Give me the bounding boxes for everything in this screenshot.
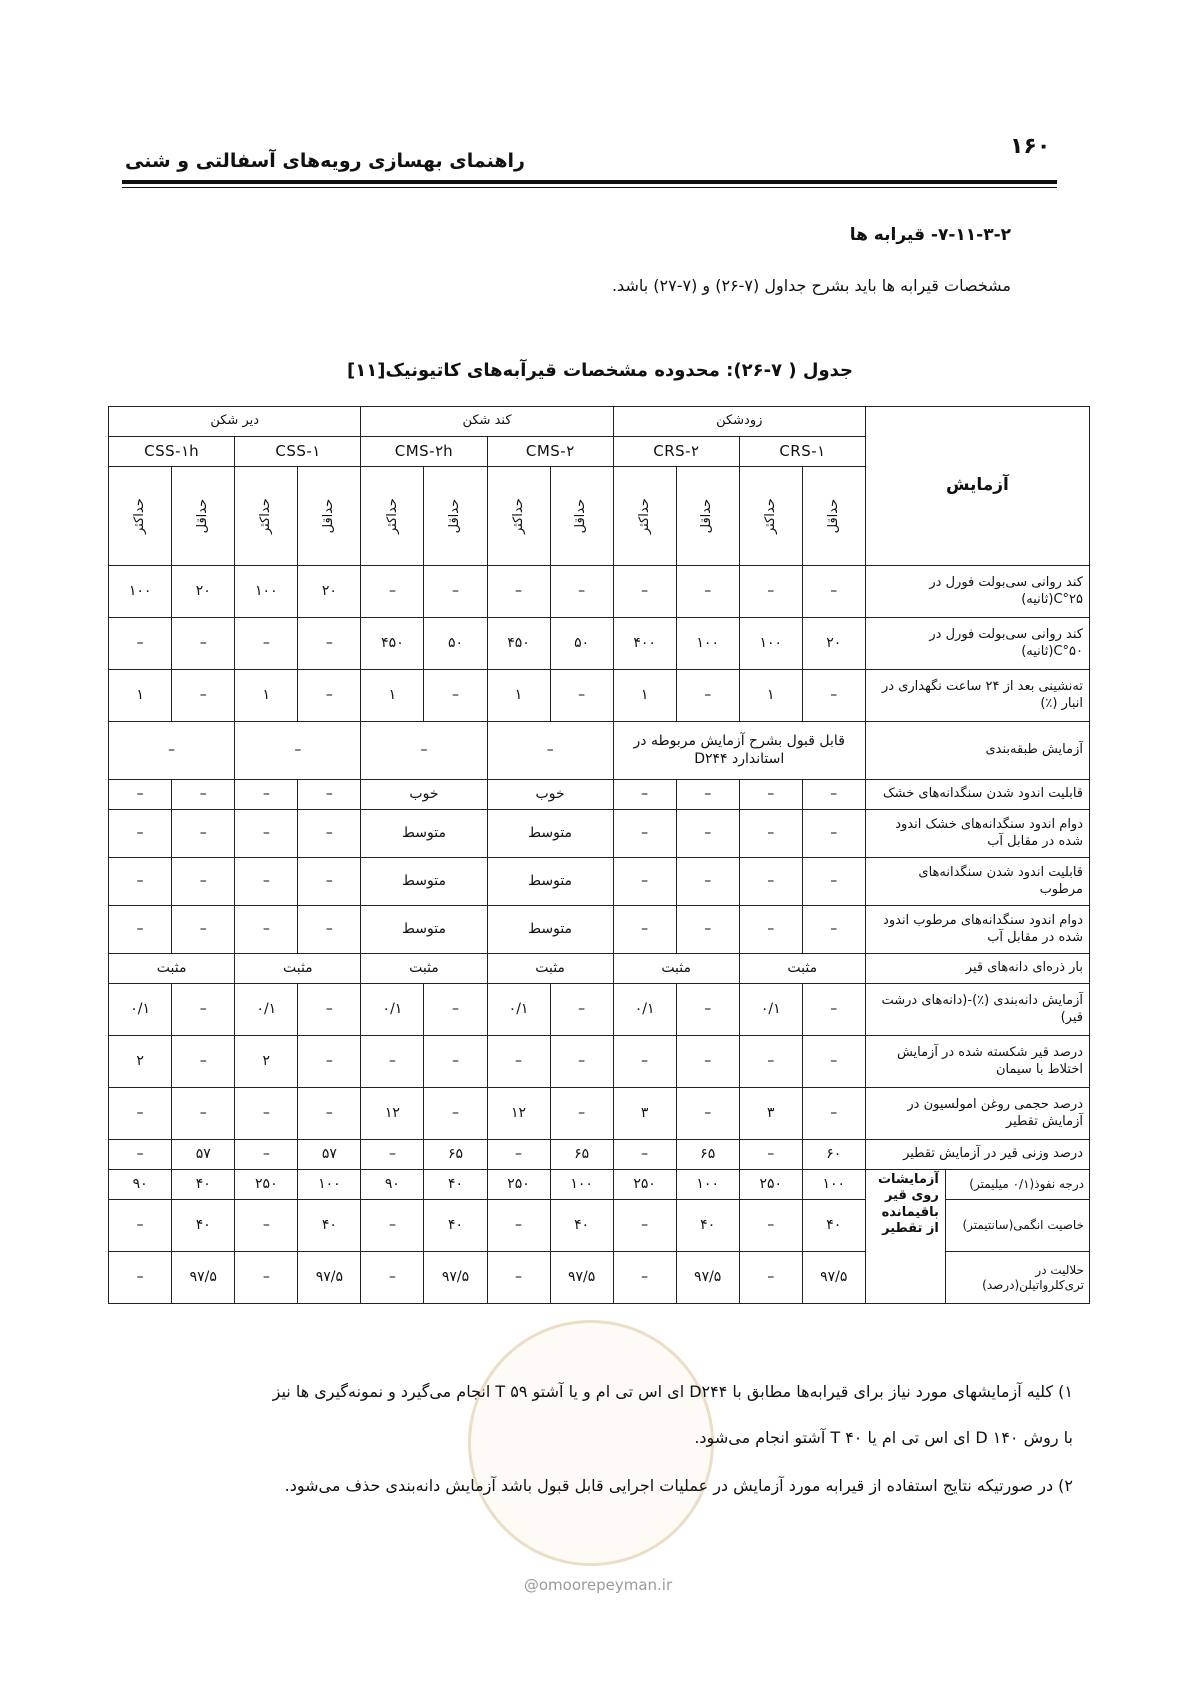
note-1-line-1: ۱) کلیه آزمایشهای مورد نیاز برای قیرابه‌ها مطابق با D۲۴۴ ای اس تی ام و یا آشتو T ۵۹ انجام می‌گیرد و نمونه‌گیری ها نیز [272, 1382, 1073, 1401]
header-max [235, 467, 298, 566]
table-cell: – [109, 1200, 172, 1252]
table-cell: – [487, 1200, 550, 1252]
header-group-zoodshekan: زودشکن [613, 407, 865, 437]
table-cell: – [298, 618, 361, 670]
table-cell: – [802, 906, 865, 954]
table-cell: – [361, 1140, 424, 1170]
row-label: بار ذره‌ای دانه‌های قیر [865, 954, 1089, 984]
table-cell: – [739, 1252, 802, 1304]
table-cell: – [613, 1252, 676, 1304]
table-cell: – [487, 1036, 550, 1088]
header-max-text: حداکثر [510, 498, 526, 535]
header-max [613, 467, 676, 566]
table-cell: – [550, 984, 613, 1036]
table-cell: – [235, 810, 298, 858]
table-cell: – [424, 984, 487, 1036]
table-cell: ۱۰۰ [802, 1170, 865, 1200]
table-cell: ۲۵۰ [487, 1170, 550, 1200]
table-cell: – [172, 1088, 235, 1140]
table-cell-rating: متوسط [487, 906, 613, 954]
table-cell: – [109, 780, 172, 810]
table-cell: ۶۵ [550, 1140, 613, 1170]
row-label: آزمایش دانه‌بندی (٪)-(دانه‌های درشت قیر) [865, 984, 1089, 1036]
table-cell: ۳ [739, 1088, 802, 1140]
header-max-text: حداکثر [636, 498, 652, 535]
table-cell-charge: مثبت [487, 954, 613, 984]
table-cell: – [172, 984, 235, 1036]
table-cell: – [739, 810, 802, 858]
header-max [739, 467, 802, 566]
table-cell: ۵۷ [298, 1140, 361, 1170]
table-cell: – [550, 566, 613, 618]
note-1-line-2: با روش D ۱۴۰ ای اس تی ام یا T ۴۰ آشتو انجام می‌شود. [694, 1428, 1073, 1447]
table-cell: – [109, 906, 172, 954]
row-group-label-residue: آزمایشات روی قیر باقیمانده از تقطیر [865, 1170, 945, 1304]
table-cell: – [676, 810, 739, 858]
table-cell: ۱ [109, 670, 172, 722]
table-cell-rating: متوسط [487, 858, 613, 906]
table-cell: ۹۷/۵ [424, 1252, 487, 1304]
table-cell: – [298, 858, 361, 906]
table-cell: ۱۲ [487, 1088, 550, 1140]
table-cell: – [802, 1036, 865, 1088]
table-cell: – [298, 906, 361, 954]
header-code: CRS-۱ [739, 437, 865, 467]
table-cell: ۱۲ [361, 1088, 424, 1140]
table-cell: ۹۷/۵ [676, 1252, 739, 1304]
row-label: درجه نفوذ(۰/۱ میلیمتر) [945, 1170, 1089, 1200]
header-max-text: حداکثر [384, 498, 400, 535]
table-cell: ۱۰۰ [109, 566, 172, 618]
table-cell: – [676, 566, 739, 618]
table-cell: – [235, 1200, 298, 1252]
table-cell-rating: متوسط [361, 810, 487, 858]
table-cell-charge: مثبت [109, 954, 235, 984]
table-cell: ۰/۱ [109, 984, 172, 1036]
header-min [172, 467, 235, 566]
header-group-dirshekan: دیر شکن [109, 407, 361, 437]
table-cell: – [613, 1200, 676, 1252]
table-cell: ۵۰ [424, 618, 487, 670]
table-cell: ۲ [235, 1036, 298, 1088]
table-cell-classification: قابل قبول بشرح آزمایش مربوطه در استاندارد D۲۴۴ [613, 722, 865, 780]
table-cell: ۲۵۰ [235, 1170, 298, 1200]
header-min [424, 467, 487, 566]
table-cell: – [109, 810, 172, 858]
table-cell-charge: مثبت [739, 954, 865, 984]
table-cell: – [235, 1140, 298, 1170]
table-caption: جدول ( ۷-۲۶): محدوده مشخصات قیرآبه‌های کاتیونیک[۱۱] [347, 360, 853, 381]
header-min [802, 467, 865, 566]
table-cell: – [487, 722, 613, 780]
table-cell: – [487, 1140, 550, 1170]
header-max-text: حداکثر [258, 498, 274, 535]
table-cell: ۴۰ [298, 1200, 361, 1252]
table-cell: – [172, 618, 235, 670]
row-label: دوام اندود سنگدانه‌های خشک اندود شده در مقابل آب [865, 810, 1089, 858]
header-rule-thick [122, 180, 1057, 184]
table-cell: – [172, 780, 235, 810]
table-cell: – [676, 984, 739, 1036]
table-cell: – [676, 780, 739, 810]
table-cell: ۱ [487, 670, 550, 722]
table-cell: – [109, 1252, 172, 1304]
table-cell: – [613, 858, 676, 906]
row-label: درصد قیر شکسته شده در آزمایش اختلاط با سیمان [865, 1036, 1089, 1088]
table-cell: – [739, 780, 802, 810]
table-cell-charge: مثبت [361, 954, 487, 984]
table-cell: – [613, 906, 676, 954]
table-cell: – [109, 1088, 172, 1140]
table-cell: – [613, 566, 676, 618]
table-cell: – [361, 1200, 424, 1252]
header-max [109, 467, 172, 566]
table-cell: – [802, 810, 865, 858]
table-cell: ۹۷/۵ [298, 1252, 361, 1304]
table-cell: ۱۰۰ [676, 618, 739, 670]
table-cell: – [676, 1088, 739, 1140]
header-code: CRS-۲ [613, 437, 739, 467]
table-cell: – [676, 858, 739, 906]
table-cell: ۰/۱ [739, 984, 802, 1036]
table-cell: – [109, 618, 172, 670]
table-cell: – [802, 566, 865, 618]
table-cell: – [109, 1140, 172, 1170]
header-code: CMS-۲h [361, 437, 487, 467]
header-min-text: حداقل [195, 499, 211, 534]
table-cell: – [739, 1036, 802, 1088]
header-code: CSS-۱h [109, 437, 235, 467]
header-min-text: حداقل [447, 499, 463, 534]
table-cell: ۰/۱ [235, 984, 298, 1036]
header-azmayesh: آزمایش [865, 407, 1089, 566]
table-cell: – [676, 1036, 739, 1088]
header-min [676, 467, 739, 566]
table-cell: – [298, 984, 361, 1036]
table-cell-charge: مثبت [613, 954, 739, 984]
header-min-text: حداقل [573, 499, 589, 534]
table-cell: ۲ [109, 1036, 172, 1088]
table-cell: – [172, 810, 235, 858]
row-label: کند روانی سی‌بولت فورل در ۵۰°C(ثانیه) [865, 618, 1089, 670]
table-cell: – [298, 1036, 361, 1088]
table-cell: ۹۰ [109, 1170, 172, 1200]
table-cell: ۱۰۰ [739, 618, 802, 670]
table-cell: ۶۵ [424, 1140, 487, 1170]
table-cell: – [109, 858, 172, 906]
header-min-text: حداقل [321, 499, 337, 534]
header-min [298, 467, 361, 566]
header-min-text: حداقل [699, 499, 715, 534]
table-cell: – [361, 1036, 424, 1088]
table-cell: ۶۰ [802, 1140, 865, 1170]
table-cell: ۳ [613, 1088, 676, 1140]
table-cell: ۴۵۰ [487, 618, 550, 670]
table-cell: – [172, 1036, 235, 1088]
table-cell-rating: متوسط [361, 858, 487, 906]
table-cell: ۱۰۰ [550, 1170, 613, 1200]
table-cell: – [235, 1088, 298, 1140]
table-cell-rating: متوسط [487, 810, 613, 858]
row-label: درصد وزنی قیر در آزمایش تقطیر [865, 1140, 1089, 1170]
table-cell: ۱ [739, 670, 802, 722]
table-cell: ۴۰۰ [613, 618, 676, 670]
row-label: حلالیت در تری‌کلرواتیلن(درصد) [945, 1252, 1089, 1304]
table-cell: ۹۰ [361, 1170, 424, 1200]
row-label: آزمایش طبقه‌بندی [865, 722, 1089, 780]
table-cell: – [172, 670, 235, 722]
table-cell: – [298, 670, 361, 722]
row-label: ته‌نشینی بعد از ۲۴ ساعت نگهداری در انبار (٪) [865, 670, 1089, 722]
table-cell: ۱۰۰ [298, 1170, 361, 1200]
table-cell: – [739, 566, 802, 618]
table-cell: ۴۰ [802, 1200, 865, 1252]
header-min [550, 467, 613, 566]
table-cell-rating: متوسط [361, 906, 487, 954]
table-cell: ۴۰ [172, 1170, 235, 1200]
table-cell: – [802, 670, 865, 722]
table-cell: – [298, 1088, 361, 1140]
table-cell: ۱ [613, 670, 676, 722]
table-cell: – [676, 906, 739, 954]
table-cell: ۹۷/۵ [172, 1252, 235, 1304]
table-cell: ۶۵ [676, 1140, 739, 1170]
table-cell: ۵۷ [172, 1140, 235, 1170]
running-head: راهنمای بهسازی رویه‌های آسفالتی و شنی [125, 150, 525, 172]
row-label: قابلیت اندود شدن سنگدانه‌های مرطوب [865, 858, 1089, 906]
table-cell: ۱ [235, 670, 298, 722]
header-max [487, 467, 550, 566]
table-cell: ۲۰ [298, 566, 361, 618]
table-cell: – [802, 780, 865, 810]
header-max-text: حداکثر [131, 498, 147, 535]
table-cell: ۴۰ [172, 1200, 235, 1252]
table-cell: – [172, 858, 235, 906]
table-cell: – [235, 858, 298, 906]
table-cell: – [361, 566, 424, 618]
header-group-kondshekan: کند شکن [361, 407, 613, 437]
table-cell: – [298, 780, 361, 810]
section-intro: مشخصات قیرابه ها باید بشرح جداول (۷-۲۶) و (۷-۲۷) باشد. [611, 276, 1011, 295]
table-cell: ۹۷/۵ [550, 1252, 613, 1304]
page-number: ۱۶۰ [1010, 134, 1051, 159]
header-max-text: حداکثر [762, 498, 778, 535]
table-cell: ۱۰۰ [676, 1170, 739, 1200]
table-cell: ۴۰ [676, 1200, 739, 1252]
table-cell: – [424, 670, 487, 722]
table-cell: – [613, 810, 676, 858]
table-cell: – [802, 984, 865, 1036]
table-cell: ۲۰ [802, 618, 865, 670]
table-cell: – [550, 1088, 613, 1140]
table-cell: – [550, 1036, 613, 1088]
table-cell: – [739, 906, 802, 954]
table-cell: ۰/۱ [487, 984, 550, 1036]
table-cell: ۱۰۰ [235, 566, 298, 618]
table-cell: – [109, 722, 235, 780]
table-cell: – [235, 1252, 298, 1304]
table-cell: ۴۰ [550, 1200, 613, 1252]
table-cell: – [613, 780, 676, 810]
table-cell: – [550, 670, 613, 722]
table-cell: – [424, 566, 487, 618]
row-label: کند روانی سی‌بولت فورل در ۲۵°C(ثانیه) [865, 566, 1089, 618]
header-rule-thin [122, 187, 1057, 188]
table-cell: – [613, 1036, 676, 1088]
note-2: ۲) در صورتیکه نتایج استفاده از قیرابه مورد آزمایش در عملیات اجرایی قابل قبول باشد آزمایش دانه‌بندی حذف می‌شود. [284, 1476, 1073, 1495]
table-cell-rating: خوب [361, 780, 487, 810]
table-cell: ۴۵۰ [361, 618, 424, 670]
table-cell: ۲۵۰ [613, 1170, 676, 1200]
table-cell-charge: مثبت [235, 954, 361, 984]
table-cell: – [235, 618, 298, 670]
table-cell: ۰/۱ [613, 984, 676, 1036]
header-code: CMS-۲ [487, 437, 613, 467]
table-cell: – [424, 1088, 487, 1140]
table-cell: – [361, 722, 487, 780]
table-cell: ۲۰ [172, 566, 235, 618]
row-label: خاصیت انگمی(سانتیمتر) [945, 1200, 1089, 1252]
section-heading: ۷-۱۱-۳-۲- قیرابه ها [849, 225, 1011, 245]
table-cell: – [361, 1252, 424, 1304]
header-max [361, 467, 424, 566]
table-cell: ۲۵۰ [739, 1170, 802, 1200]
table-cell: – [172, 906, 235, 954]
row-label: قابلیت اندود شدن سنگدانه‌های خشک [865, 780, 1089, 810]
table-cell: – [298, 810, 361, 858]
row-label: درصد حجمی روغن امولسیون در آزمایش تقطیر [865, 1088, 1089, 1140]
table-cell: – [802, 858, 865, 906]
table-cell: – [235, 780, 298, 810]
table-cell: – [235, 906, 298, 954]
table-cell: ۱ [361, 670, 424, 722]
table-cell: – [424, 1036, 487, 1088]
table-cell: ۴۰ [424, 1170, 487, 1200]
header-code: CSS-۱ [235, 437, 361, 467]
table-cell: – [487, 566, 550, 618]
table-cell: ۹۷/۵ [802, 1252, 865, 1304]
table-cell: – [802, 1088, 865, 1140]
header-min-text: حداقل [825, 499, 841, 534]
cationic-emulsion-spec-table [108, 406, 1090, 1304]
table-cell: ۵۰ [550, 618, 613, 670]
table-cell: – [613, 1140, 676, 1170]
table-cell: ۴۰ [424, 1200, 487, 1252]
table-cell: – [739, 1140, 802, 1170]
table-cell: – [676, 670, 739, 722]
table-cell: – [487, 1252, 550, 1304]
row-label: دوام اندود سنگدانه‌های مرطوب اندود شده در مقابل آب [865, 906, 1089, 954]
watermark-url: @omoorepeyman.ir [523, 1576, 673, 1594]
table-cell: – [739, 1200, 802, 1252]
table-cell: ۰/۱ [361, 984, 424, 1036]
table-cell-rating: خوب [487, 780, 613, 810]
table-cell: – [739, 858, 802, 906]
table-cell: – [235, 722, 361, 780]
